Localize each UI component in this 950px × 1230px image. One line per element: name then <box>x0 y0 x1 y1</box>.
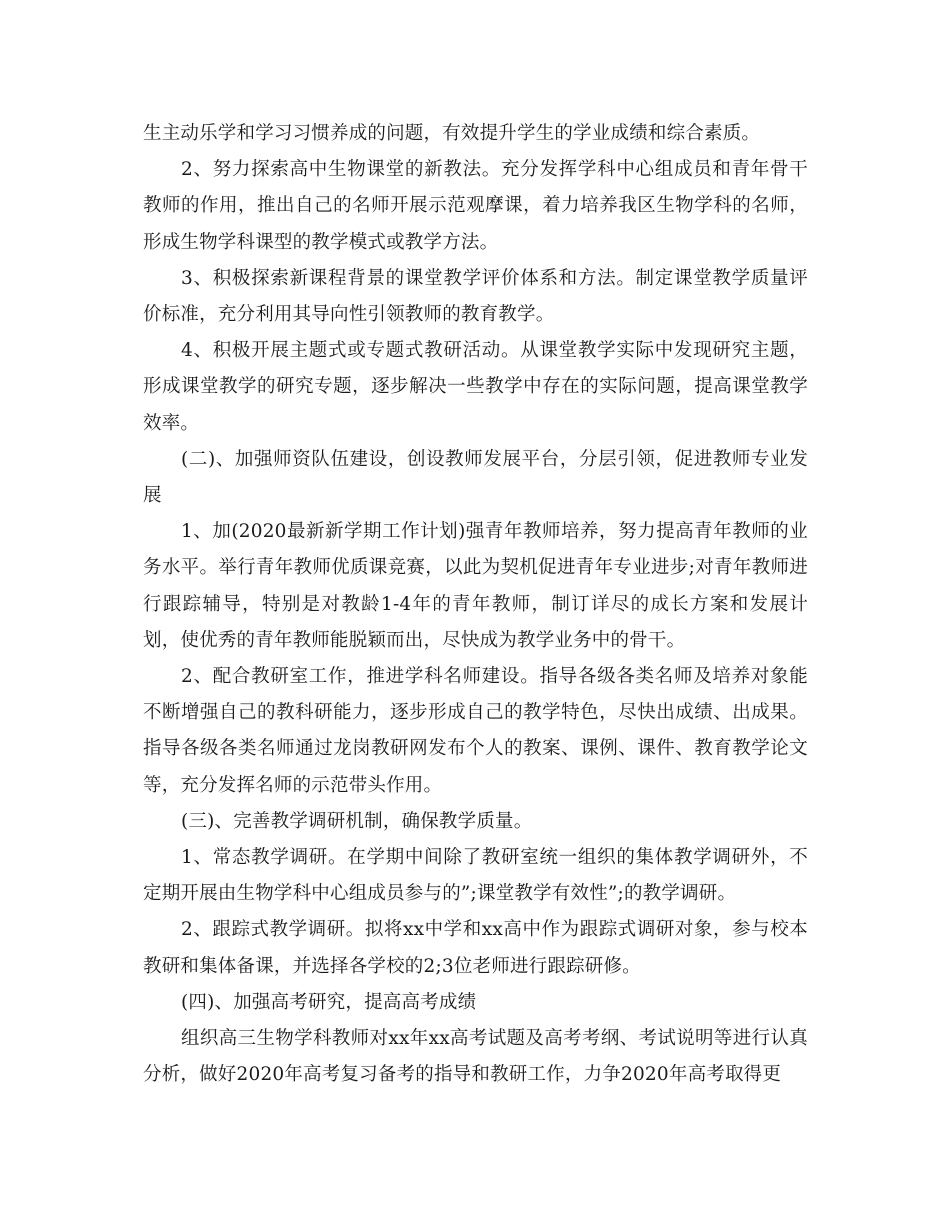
section-heading-3: (三)、完善教学调研机制，确保教学质量。 <box>181 810 533 832</box>
paragraph-7: 1、常态教学调研。在学期中间除了教研室统一组织的集体教学调研外，不定期开展由生物学科中心组成员参与的”;课堂教学有效性”;的教学调研。 <box>143 847 808 905</box>
document-body <box>143 116 808 1093</box>
paragraph-4: 4、积极开展主题式或专题式教研活动。从课堂教学实际中发现研究主题，形成课堂教学的研究专题，逐步解决一些教学中存在的实际问题，提高课堂教学效率。 <box>143 340 808 434</box>
paragraph-2: 2、努力探索高中生物课堂的新教法。充分发挥学科中心组成员和青年骨干教师的作用，推出自己的名师开展示范观摩课，着力培养我区生物学科的名师，形成生物学科课型的教学模式或教学方法。 <box>143 159 808 253</box>
paragraph-5: 1、加(2020最新新学期工作计划)强青年教师培养，努力提高青年教师的业务水平。举行青年教师优质课竞赛，以此为契机促进青年专业进步;对青年教师进行跟踪辅导，特别是对教龄1-4年的青年教师，制订详尽的成长方案和发展计划，使优秀的青年教师能脱颖而出，尽快成为教学业务中的骨干。 <box>143 521 808 651</box>
paragraph-8: 2、跟踪式教学调研。拟将xx中学和xx高中作为跟踪式调研对象，参与校本教研和集体备课，并选择各学校的2;3位老师进行跟踪研修。 <box>143 919 808 977</box>
paragraph-9: 组织高三生物学科教师对xx年xx高考试题及高考考纲、考试说明等进行认真分析，做好2020年高考复习备考的指导和教研工作，力争2020年高考取得更 <box>143 1028 808 1086</box>
section-heading-4: (四)、加强高考研究，提高高考成绩 <box>181 991 477 1013</box>
section-heading-2: (二)、加强师资队伍建设，创设教师发展平台，分层引领，促进教师专业发展 <box>143 448 808 507</box>
paragraph-1: 生主动乐学和学习习惯养成的问题，有效提升学生的学业成绩和综合素质。 <box>143 123 761 144</box>
paragraph-3: 3、积极探索新课程背景的课堂教学评价体系和方法。制定课堂教学质量评价标准，充分利用其导向性引领教师的教育教学。 <box>143 267 808 326</box>
paragraph-6: 2、配合教研室工作，推进学科名师建设。指导各级各类名师及培养对象能不断增强自己的教科研能力，逐步形成自己的教学特色，尽快出成绩、出成果。指导各级各类名师通过龙岗教研网发布个人的教案、课例、课件、教育教学论文等，充分发挥名师的示范带头作用。 <box>143 666 808 796</box>
